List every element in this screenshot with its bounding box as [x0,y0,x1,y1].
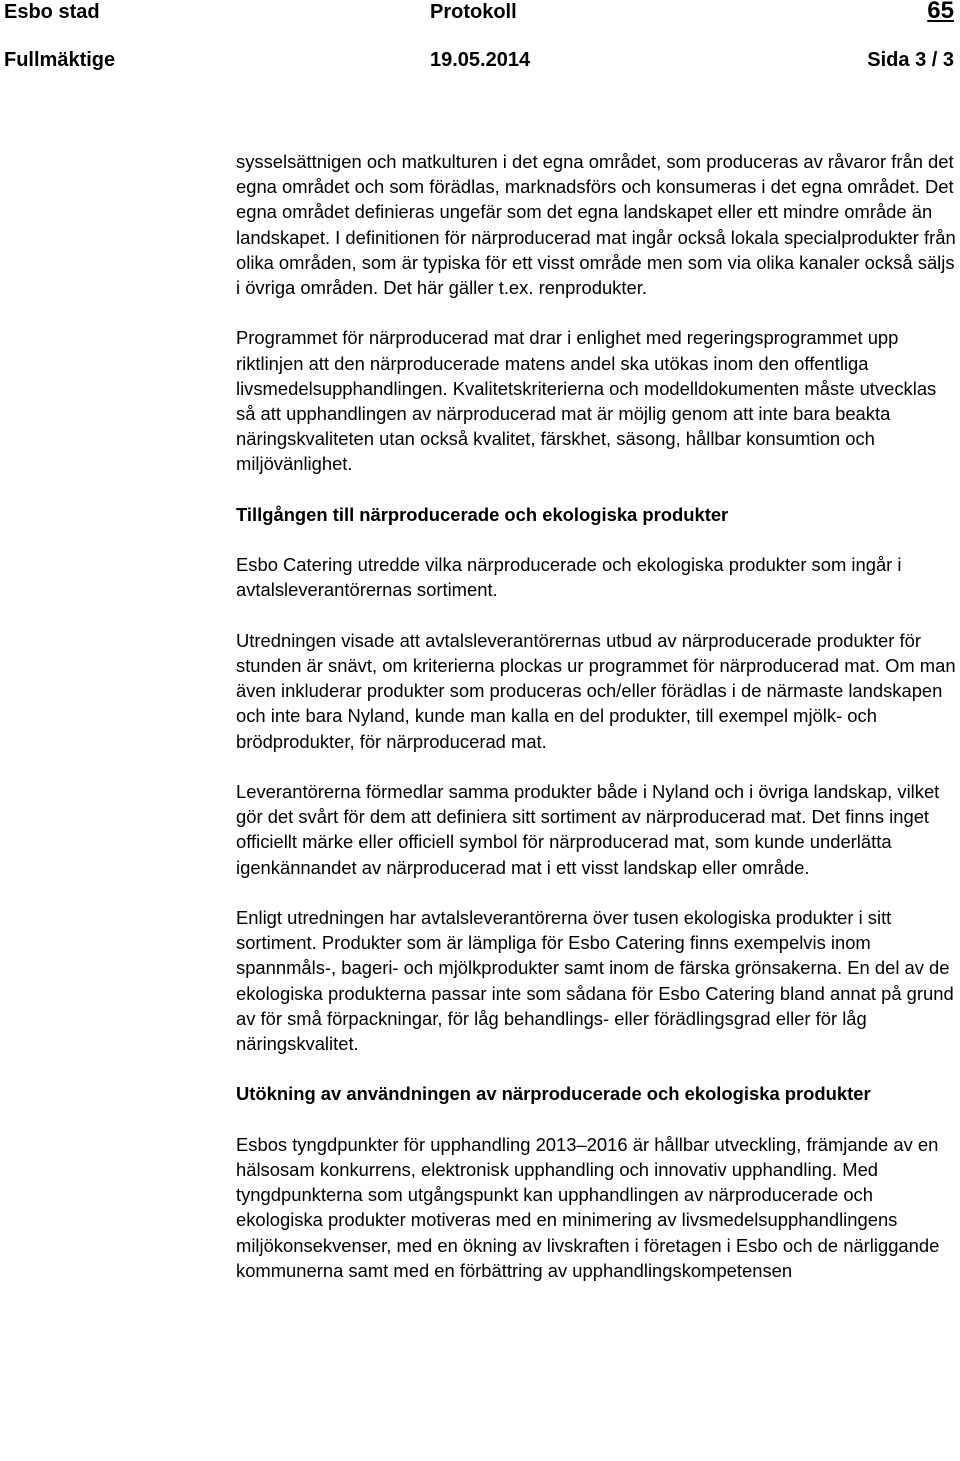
header-page-number [927,0,954,23]
document-body [236,149,956,1283]
paragraph-definition: sysselsättnigen och matkulturen i det egna området, som produceras av råvaror från det egna området och som förädlas, marknadsförs och konsumeras i det egna området. Det egna området definieras ungefär som det egna landskapet eller ett mindre område än landskapet. I definitionen för närproducerad mat ingår också lokala specialprodukter från olika områden, som är typiska för ett visst område men som via olika kanaler också säljs i övriga områden. Det här gäller t.ex. renprodukter. [236,151,956,299]
paragraph-suppliers: Leverantörerna förmedlar samma produkter både i Nyland och i övriga landskap, vilket gör det svårt för dem att definiera sitt sortiment av närproducerad mat. Det finns inget officiellt märke eller officiell symbol för närproducerad mat, som kunde underlätta igenkännandet av närproducerad mat i ett visst landskap eller område. [236,781,940,878]
header-doc-type: Protokoll [430,1,517,23]
paragraph-survey-result: Utredningen visade att avtalsleverantörernas utbud av närproducerade produkter för stunden är snävt, om kriterierna plockas ur programmet för närproducerad mat. Om man även inkluderar produkter som produceras och/eller förädlas i de närmaste landskapen och inte bara Nyland, kunde man kalla en del produkter, till exempel mjölk- och brödprodukter, för närproducerad mat. [236,629,956,752]
heading-increased-use: Utökning av användningen av närproducerade och ekologiska produkter [236,1083,871,1105]
header-org: Esbo stad [4,1,100,23]
header-date: 19.05.2014 [430,49,531,71]
header-page-of: Sida 3 / 3 [867,49,954,71]
header-body: Fullmäktige [4,49,116,71]
paragraph-procurement: Esbos tyngdpunkter för upphandling 2013–2016 är hållbar utveckling, främjande av en hälsosam konkurrens, elektronisk upphandling och innovativ upphandling. Med tyngdpunkterna som utgångspunkt kan upphandlingen av närproducerade och ekologiska produkter motiveras med en minimering av livsmedelsupphandlingens miljökonsekvenser, med en ökning av livskraften i företagen i Esbo och de närliggande kommunerna samt med en förbättring av upphandlingskompetensen [236,1133,940,1281]
page-number-value: 65 [927,0,954,24]
paragraph-program: Programmet för närproducerad mat drar i enlighet med regeringsprogrammet upp riktlinjen att den närproducerade matens andel ska utökas inom den offentliga livsmedelsupphandlingen. Kvalitetskriterierna och modelldokumenten måste utvecklas så att upphandlingen av närproducerad mat är möjlig genom att inte bara beakta näringskvaliteten utan också kvalitet, färskhet, säsong, hållbar konsumtion och miljövänlighet. [236,327,937,475]
paragraph-organic: Enligt utredningen har avtalsleverantörerna över tusen ekologiska produkter i sitt sortiment. Produkter som är lämpliga för Esbo Catering finns exempelvis inom spannmåls-, bageri- och mjölkprodukter samt inom de färska grönsakerna. En del av de ekologiska produkterna passar inte som sådana för Esbo Catering bland annat på grund av för små förpackningar, för låg behandlings- eller förädlingsgrad eller för låg näringskvalitet. [236,907,954,1055]
paragraph-survey: Esbo Catering utredde vilka närproducerade och ekologiska produkter som ingår i avtalsleverantörernas sortiment. [236,554,902,601]
heading-availability: Tillgången till närproducerade och ekologiska produkter [236,503,729,525]
